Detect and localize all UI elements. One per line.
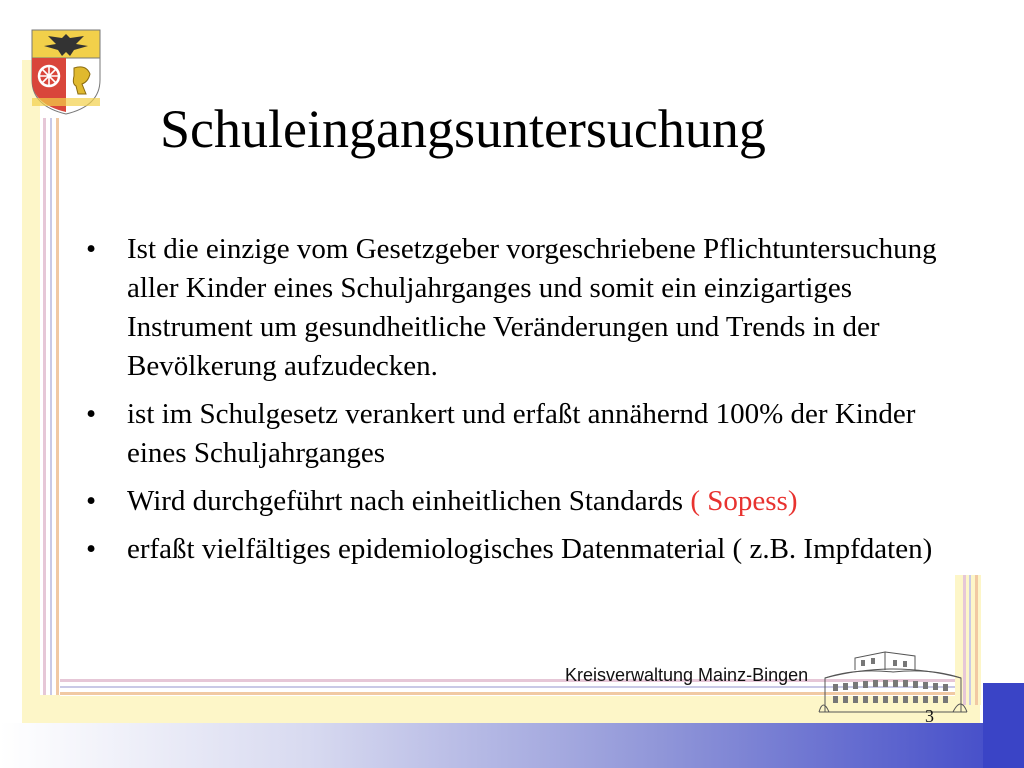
- building-sketch-icon: [815, 638, 970, 716]
- bullet-dot: •: [86, 398, 97, 430]
- slide-title: Schuleingangsuntersuchung: [160, 99, 766, 159]
- bullet-text: ist im Schulgesetz verankert und erfaßt annähernd 100% der Kinder eines Schuljahrganges: [127, 398, 916, 469]
- bullet-text: Wird durchgeführt nach einheitlichen Standards: [127, 485, 691, 517]
- page-number: 3: [925, 706, 934, 726]
- footer-organization: Kreisverwaltung Mainz-Bingen: [565, 665, 809, 685]
- bullet-dot: •: [86, 233, 97, 265]
- bullet-dot: •: [86, 533, 97, 565]
- coat-of-arms-icon: [28, 28, 104, 116]
- bullet-list: [86, 230, 946, 578]
- list-item: [86, 530, 946, 569]
- bullet-text: Ist die einzige vom Gesetzgeber vorgeschriebene Pflichtuntersuchung aller Kinder eines Schuljahrganges und somit ein einzigartiges Instrument um gesundheitliche Veränderungen und Trends in der Bevölkerung aufzudecken.: [127, 233, 937, 382]
- bullet-highlight: ( Sopess): [690, 485, 798, 517]
- bottom-right-blue-block: [983, 683, 1024, 768]
- bottom-gradient-band: [0, 723, 1024, 768]
- list-item: [86, 230, 946, 386]
- list-item: [86, 395, 946, 473]
- frame-left-yellow: [22, 60, 40, 725]
- bullet-text: erfaßt vielfältiges epidemiologisches Datenmaterial ( z.B. Impfdaten): [127, 533, 933, 565]
- frame-left-lines: [40, 118, 66, 718]
- list-item: [86, 482, 946, 521]
- bullet-dot: •: [86, 485, 97, 517]
